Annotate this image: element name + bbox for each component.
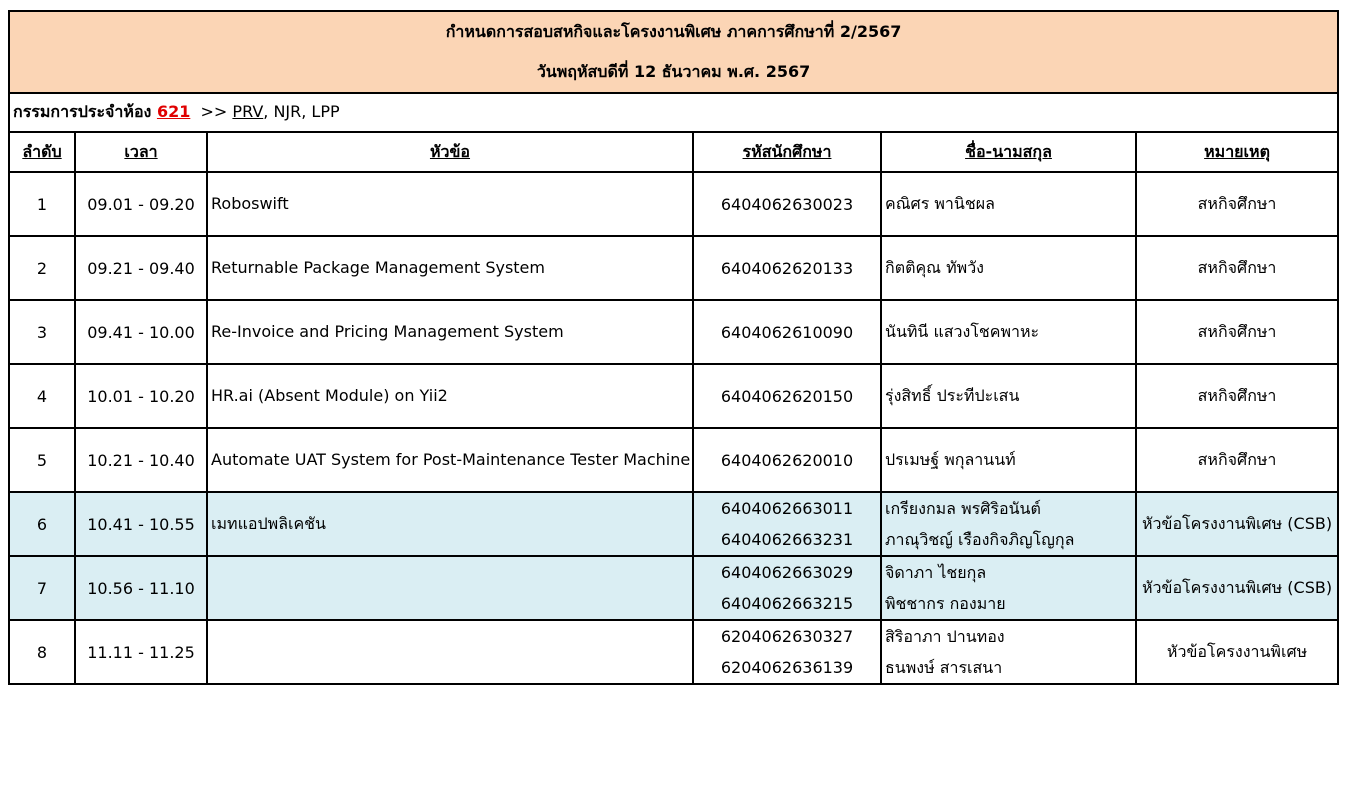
row-note: หัวข้อโครงงานพิเศษ (CSB): [1136, 492, 1338, 556]
row-name: คณิศร พานิชผล: [881, 172, 1136, 236]
row-name-line: เกรียงกมล พรศิริอนันต์: [885, 499, 1041, 518]
committee-label: กรรมการประจำห้อง: [13, 102, 157, 121]
row-student-id-line: 6404062663231: [720, 530, 854, 549]
row-name-line: จิดาภา ไชยกุล: [885, 563, 987, 582]
row-order: 3: [9, 300, 75, 364]
row-name: [881, 492, 1136, 556]
row-name: รุ่งสิทธิ์ ประทีปะเสน: [881, 364, 1136, 428]
table-row: [9, 364, 1338, 428]
row-time: 10.41 - 10.55: [75, 492, 207, 556]
row-note: หัวข้อโครงงานพิเศษ: [1136, 620, 1338, 684]
header-name: ชื่อ-นามสกุล: [881, 132, 1136, 172]
table-row: [9, 236, 1338, 300]
row-order: 2: [9, 236, 75, 300]
row-time: 10.01 - 10.20: [75, 364, 207, 428]
row-note: สหกิจศึกษา: [1136, 364, 1338, 428]
title-line-1: กำหนดการสอบสหกิจและโครงงานพิเศษ ภาคการศึกษาที่ 2/2567: [445, 22, 902, 41]
row-topic: HR.ai (Absent Module) on Yii2: [207, 364, 693, 428]
row-note: สหกิจศึกษา: [1136, 172, 1338, 236]
row-time: 09.21 - 09.40: [75, 236, 207, 300]
row-student-id: 6404062620010: [693, 428, 881, 492]
row-order: 7: [9, 556, 75, 620]
row-name: [881, 556, 1136, 620]
row-topic: Re-Invoice and Pricing Management System: [207, 300, 693, 364]
table-row: [9, 492, 1338, 556]
row-student-id: 6404062610090: [693, 300, 881, 364]
row-topic: Automate UAT System for Post-Maintenance Tester Machine: [207, 428, 693, 492]
row-topic: Returnable Package Management System: [207, 236, 693, 300]
table-row: [9, 300, 1338, 364]
row-note: สหกิจศึกษา: [1136, 428, 1338, 492]
row-topic: เมทแอปพลิเคชัน: [207, 492, 693, 556]
row-order: 8: [9, 620, 75, 684]
row-student-id-line: 6404062663029: [720, 563, 854, 582]
row-note: หัวข้อโครงงานพิเศษ (CSB): [1136, 556, 1338, 620]
row-name-line: พิชชากร กองมาย: [885, 594, 1006, 613]
row-order: 5: [9, 428, 75, 492]
row-student-id: 6404062620150: [693, 364, 881, 428]
row-time: 11.11 - 11.25: [75, 620, 207, 684]
row-topic: [207, 556, 693, 620]
table-row: [9, 428, 1338, 492]
row-student-id-line: 6204062636139: [720, 658, 854, 677]
title-row: [9, 11, 1338, 93]
row-time: 09.41 - 10.00: [75, 300, 207, 364]
row-student-id-line: 6404062663011: [720, 499, 854, 518]
row-order: 1: [9, 172, 75, 236]
header-student-id: รหัสนักศึกษา: [693, 132, 881, 172]
row-order: 4: [9, 364, 75, 428]
row-name: ปรเมษฐ์ พกุลานนท์: [881, 428, 1136, 492]
table-row: [9, 556, 1338, 620]
row-order: 6: [9, 492, 75, 556]
row-student-id: [693, 556, 881, 620]
row-note: สหกิจศึกษา: [1136, 236, 1338, 300]
row-student-id-line: 6404062663215: [720, 594, 854, 613]
header-topic: หัวข้อ: [207, 132, 693, 172]
row-time: 10.21 - 10.40: [75, 428, 207, 492]
row-student-id: [693, 620, 881, 684]
title-line-2: วันพฤหัสบดีที่ 12 ธันวาคม พ.ศ. 2567: [536, 62, 811, 81]
row-topic: [207, 620, 693, 684]
schedule-table: [8, 10, 1339, 685]
committee-cell: [9, 93, 1338, 132]
table-row: [9, 620, 1338, 684]
row-name: กิตติคุณ ทัพวัง: [881, 236, 1136, 300]
row-name-line: ธนพงษ์ สารเสนา: [885, 658, 1003, 677]
committee-arrow: >>: [190, 102, 233, 121]
row-student-id: 6404062630023: [693, 172, 881, 236]
committee-row: [9, 93, 1338, 132]
row-name-line: ภาณุวิชญ์ เรืองกิจภิญโญกุล: [885, 530, 1075, 549]
header-row: [9, 132, 1338, 172]
row-student-id-line: 6204062630327: [720, 627, 854, 646]
header-time: เวลา: [75, 132, 207, 172]
committee-first-member: PRV: [232, 102, 264, 121]
row-time: 09.01 - 09.20: [75, 172, 207, 236]
committee-other-members: , NJR, LPP: [263, 102, 340, 121]
row-name-line: สิริอาภา ปานทอง: [885, 627, 1005, 646]
header-note: หมายเหตุ: [1136, 132, 1338, 172]
row-student-id: 6404062620133: [693, 236, 881, 300]
row-note: สหกิจศึกษา: [1136, 300, 1338, 364]
row-student-id: [693, 492, 881, 556]
title-cell: [9, 11, 1338, 93]
table-row: [9, 172, 1338, 236]
room-number: 621: [156, 102, 191, 121]
row-topic: Roboswift: [207, 172, 693, 236]
row-name: [881, 620, 1136, 684]
row-name: นันทินี แสวงโชคพาหะ: [881, 300, 1136, 364]
header-order: ลำดับ: [9, 132, 75, 172]
row-time: 10.56 - 11.10: [75, 556, 207, 620]
